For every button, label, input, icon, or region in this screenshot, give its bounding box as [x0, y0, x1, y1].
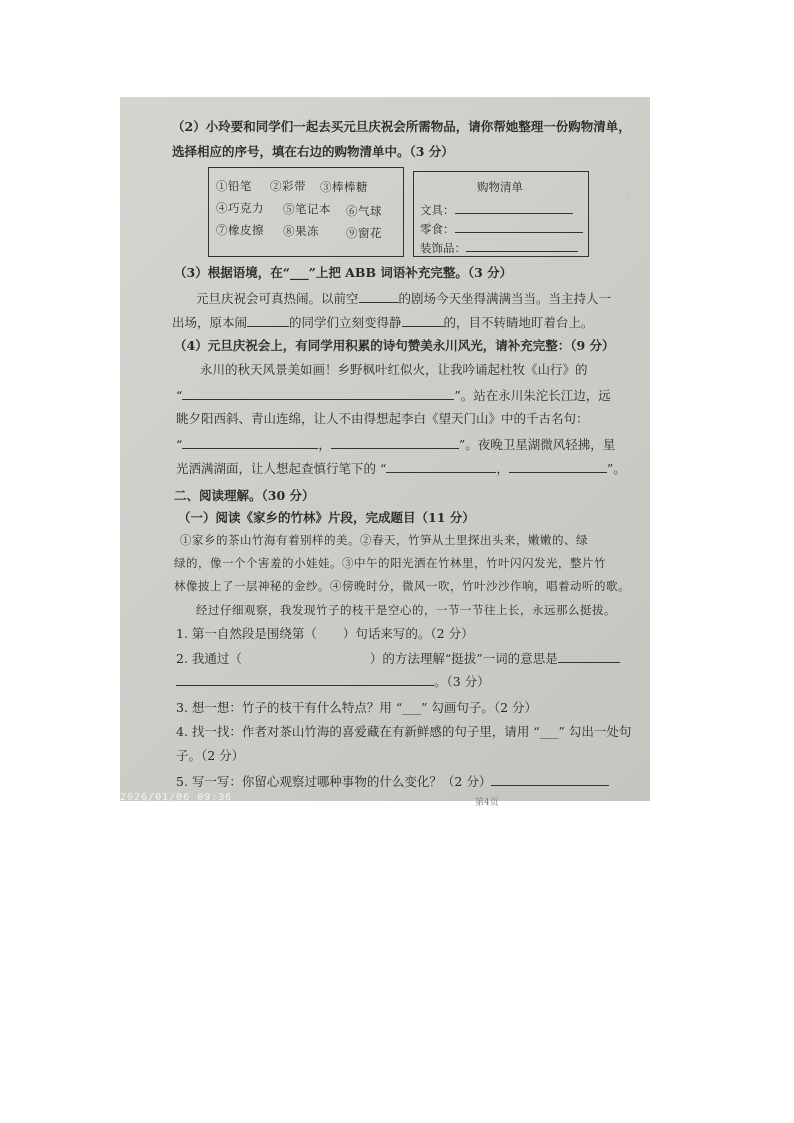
- text: 出场，原本闹: [172, 315, 248, 330]
- text: ，: [318, 437, 331, 452]
- passage-line4: 经过仔细观察，我发现竹子的枝干是空心的，一节一节往上长，永远那么挺拔。: [196, 603, 616, 617]
- text: ，: [496, 461, 509, 476]
- answer-blank[interactable]: [182, 387, 454, 400]
- item-3: ③棒棒糖: [320, 180, 368, 194]
- answer-blank[interactable]: [182, 436, 318, 449]
- q4-line4: [176, 436, 615, 453]
- text: 元旦庆祝会可真热闹。以前空: [196, 291, 359, 306]
- text: 光洒满湖面，让人想起查慎行笔下的 “: [176, 461, 387, 476]
- list-row-label: 零食：: [420, 222, 455, 236]
- section2-title: 二、阅读理解。（30 分）: [174, 488, 315, 503]
- item-9: ⑨窗花: [346, 226, 382, 240]
- text: 5. 写一写：你留心观察过哪种事物的什么变化？（2 分）: [176, 774, 492, 789]
- photographed-exam-page: [120, 97, 650, 808]
- answer-blank[interactable]: [466, 239, 578, 252]
- list-row-stationery: [420, 201, 573, 218]
- q2-instruction-line1: （2）小玲要和同学们一起去买元旦庆祝会所需物品，请你帮她整理一份购物清单，: [172, 119, 631, 134]
- answer-blank[interactable]: [455, 220, 583, 233]
- question-2: [176, 650, 620, 667]
- answer-blank[interactable]: [558, 650, 620, 663]
- text: ）的方法理解“挺拔”一词的意思是: [369, 651, 558, 666]
- answer-blank[interactable]: [386, 460, 496, 473]
- question-5: [176, 773, 609, 790]
- page-number: 第4页: [475, 798, 499, 808]
- bleed-through-text: ⁞⁞: [625, 192, 631, 203]
- answer-blank[interactable]: [491, 773, 609, 786]
- list-row-decorations: [420, 239, 578, 256]
- text: 1. 第一自然段是围绕第（: [176, 626, 317, 641]
- question-2-cont: [176, 673, 490, 690]
- passage-line1: ①家乡的茶山竹海有着别样的美。②春天，竹笋从土里探出头来，嫩嫩的、绿: [180, 533, 588, 547]
- question-4-cont: 子。（2 分）: [176, 748, 245, 763]
- text: 的剧场今天坐得满满当当。当主持人一: [398, 291, 612, 306]
- list-row-label: 装饰品：: [420, 241, 466, 255]
- text: 的同学们立刻变得静: [289, 315, 402, 330]
- text: 的，目不转睛地盯着台上。: [443, 315, 594, 330]
- item-8: ⑧果冻: [283, 224, 319, 238]
- text: “: [176, 388, 183, 403]
- text: “: [176, 437, 183, 452]
- reading-part1-title: （一）阅读《家乡的竹林》片段，完成题目（11 分）: [178, 510, 475, 525]
- q4-line2: [176, 387, 611, 404]
- answer-blank[interactable]: [455, 201, 573, 214]
- q3-line2: [172, 314, 594, 331]
- text: ”。站在永川朱沱长江边，远: [454, 388, 611, 403]
- question-4: 4. 找一找：作者对茶山竹海的喜爱藏在有新鲜感的句子里，请用 “___” 勾出一处句: [176, 724, 632, 739]
- text: ）句话来写的。（2 分）: [342, 626, 474, 641]
- item-6: ⑥气球: [346, 204, 382, 218]
- exam-content: [120, 97, 650, 808]
- q4-line1: 永川的秋天风景美如画！乡野枫叶红似火，让我吟诵起杜牧《山行》的: [200, 362, 588, 377]
- answer-blank[interactable]: [509, 460, 607, 473]
- passage-line2: 绿的，像一个个害羞的小娃娃。③中午的阳光洒在竹林里，竹叶闪闪发光，整片竹: [174, 556, 606, 570]
- answer-blank[interactable]: [402, 314, 444, 327]
- answer-blank[interactable]: [331, 436, 459, 449]
- text: ”。: [606, 461, 626, 476]
- q2-instruction-line2: 选择相应的序号，填在右边的购物清单中。（3 分）: [172, 144, 454, 159]
- item-4: ④巧克力: [216, 201, 264, 215]
- item-2: ②彩带: [270, 179, 306, 193]
- q4-title: （4）元旦庆祝会上，有同学用积累的诗句赞美永川风光，请补充完整：（9 分）: [174, 338, 615, 353]
- q4-line3: 眺夕阳西斜、青山连绵，让人不由得想起李白《望天门山》中的千古名句：: [176, 411, 589, 426]
- list-row-label: 文具：: [420, 203, 455, 217]
- item-5: ⑤笔记本: [283, 202, 331, 216]
- passage-line3: 林像披上了一层神秘的金纱。④傍晚时分，微风一吹，竹叶沙沙作响，唱着动听的歌。: [174, 579, 630, 593]
- answer-blank[interactable]: [176, 673, 434, 686]
- list-row-snacks: [420, 220, 583, 237]
- text: ”。夜晚卫星湖微风轻拂，星: [458, 437, 616, 452]
- q4-line5: [176, 460, 626, 477]
- q3-title: （3）根据语境，在“___”上把 ABB 词语补充完整。（3 分）: [174, 265, 513, 280]
- question-3: 3. 想一想：竹子的枝干有什么特点？用 “___” 勾画句子。（2 分）: [176, 700, 538, 715]
- q3-line1: [196, 290, 611, 307]
- item-7: ⑦橡皮擦: [216, 223, 264, 237]
- photo-timestamp: 2026/01/06 09:36: [120, 792, 233, 803]
- answer-blank[interactable]: [247, 314, 289, 327]
- item-1: ①铅笔: [216, 179, 252, 193]
- text: 2. 我通过（: [176, 651, 242, 666]
- text: 。（3 分）: [434, 674, 490, 689]
- shopping-list-title: 购物清单: [477, 180, 523, 194]
- question-1: [176, 626, 474, 642]
- answer-blank[interactable]: [359, 290, 399, 303]
